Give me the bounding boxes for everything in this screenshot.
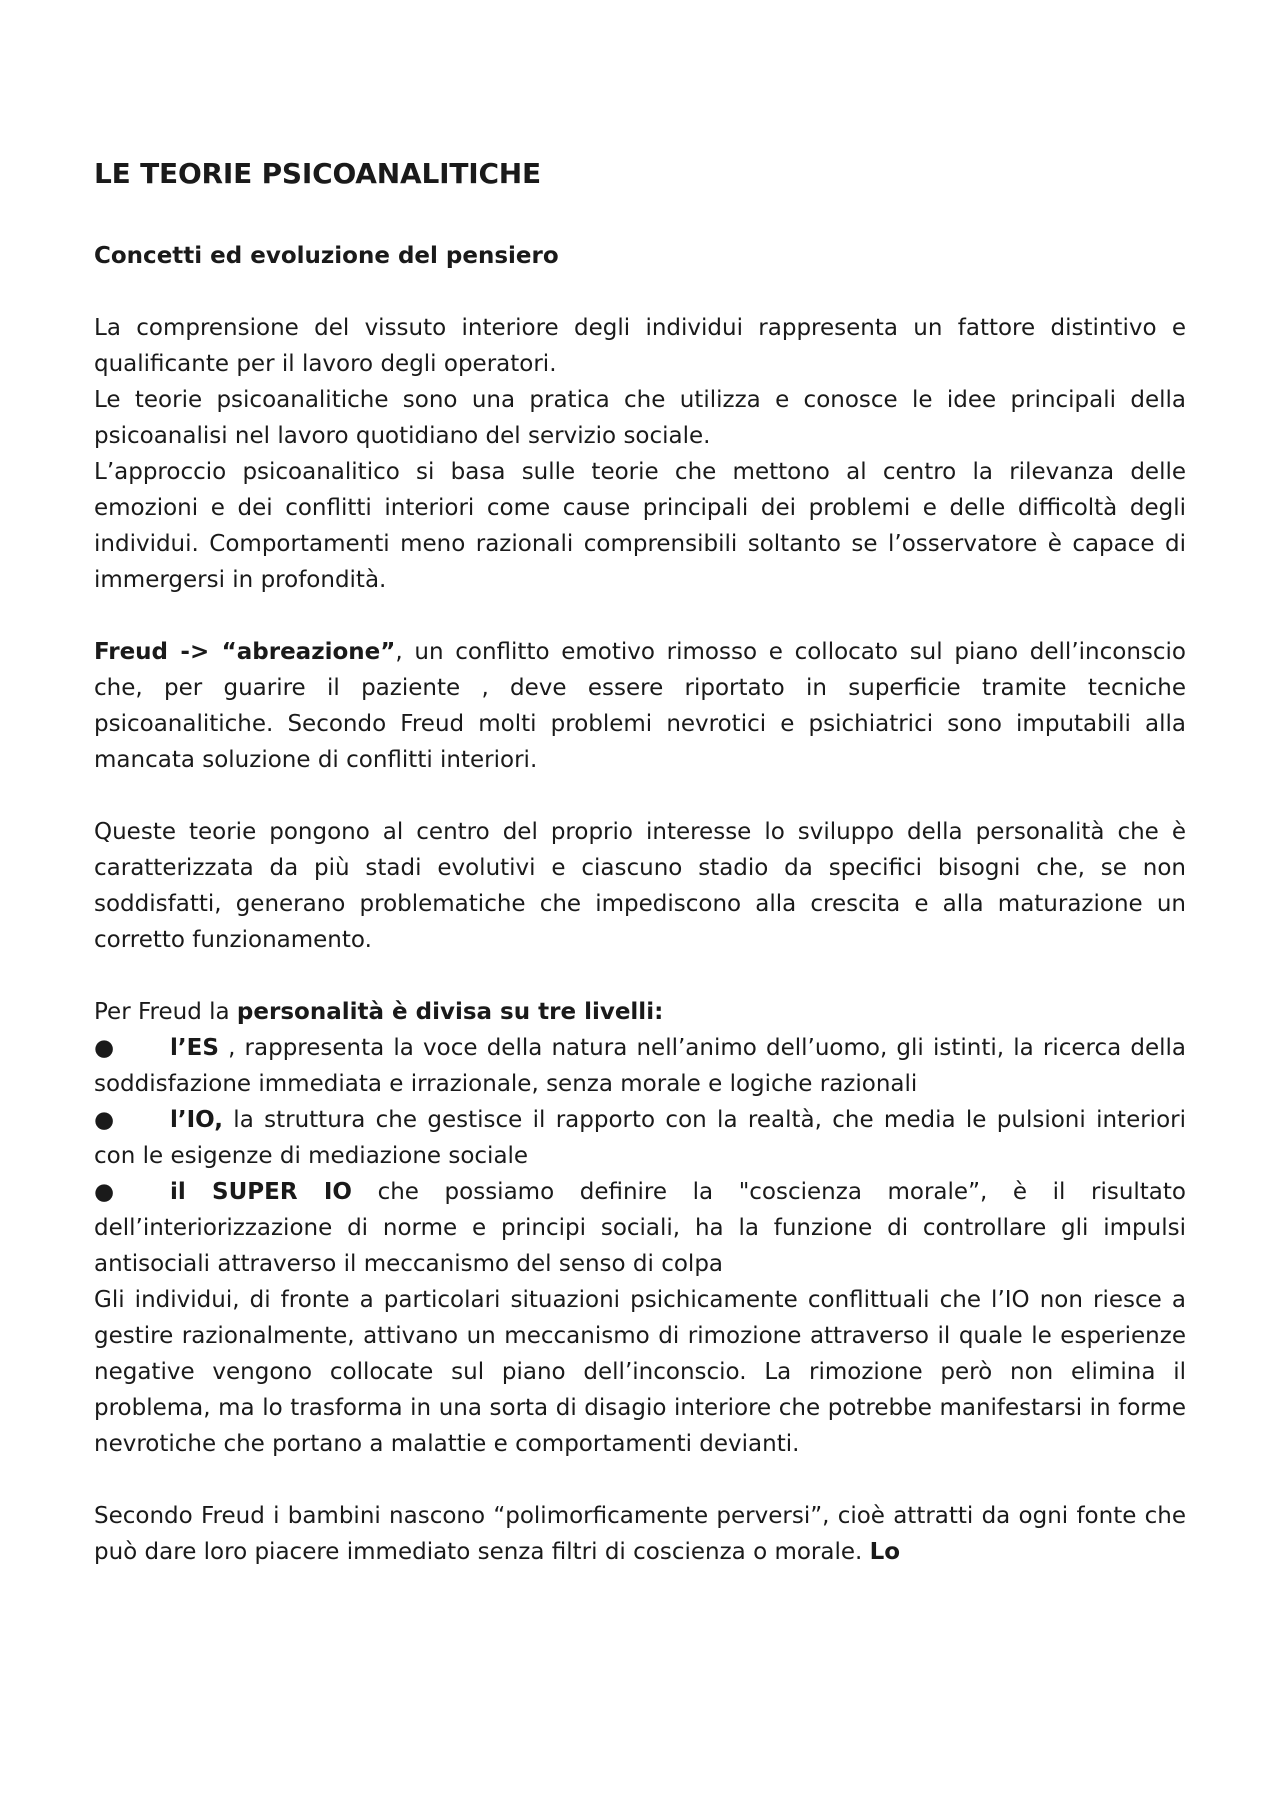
bambini-paragraph-text: Secondo Freud i bambini nascono “polimorficamente perversi”, cioè attratti da ogni fonte che può dare loro piacere immediato senza filtri di coscienza o morale. (94, 1503, 1186, 1565)
paragraph: Le teorie psicoanalitiche sono una pratica che utilizza e conosce le idee principali della psicoanalisi nel lavoro quotidiano del servizio sociale. (94, 387, 1186, 449)
freud-abreazione-lead: Freud -> “abreazione” (94, 639, 396, 665)
list-item-term: l’IO, (170, 1107, 223, 1133)
paragraph: L’approccio psicoanalitico si basa sulle teorie che mettono al centro la rilevanza delle emozioni e dei conflitti interiori come cause principali dei problemi e delle difficoltà degli individui. Comportamenti meno razionali comprensibili soltanto se l’osservatore è capace di immergersi in profondità. (94, 459, 1186, 593)
bullet-icon: ● (94, 1107, 115, 1133)
list-item-es (94, 1030, 1186, 1102)
list-item-term: l’ES (170, 1035, 219, 1061)
list-item-text: che possiamo definire la "coscienza morale”, è il risultato dell’interiorizzazione di norme e principi sociali, ha la funzione di controllare gli impulsi antisociali attraverso il meccanismo del senso di colpa (94, 1179, 1186, 1277)
list-item-text: , rappresenta la voce della natura nell’animo dell’uomo, gli istinti, la ricerca della soddisfazione immediata e irrazionale, senza morale e logiche razionali (94, 1035, 1186, 1097)
personality-levels-section (94, 994, 1186, 1462)
list-item-term: il SUPER IO (170, 1179, 352, 1205)
list-item-super-io (94, 1174, 1186, 1282)
section-subtitle: Concetti ed evoluzione del pensiero (94, 243, 559, 269)
bambini-paragraph-tail: Lo (869, 1539, 901, 1565)
bambini-paragraph (94, 1498, 1186, 1570)
bullet-icon: ● (94, 1179, 115, 1205)
levels-intro-bold: personalità è divisa su tre livelli: (236, 999, 664, 1025)
list-item-text: la struttura che gestisce il rapporto con la realtà, che media le pulsioni interiori con le esigenze di mediazione sociale (94, 1107, 1186, 1169)
levels-intro-text: Per Freud la (94, 999, 237, 1025)
paragraph: La comprensione del vissuto interiore degli individui rappresenta un fattore distintivo e qualificante per il lavoro degli operatori. (94, 315, 1186, 377)
personality-paragraph: Queste teorie pongono al centro del proprio interesse lo sviluppo della personalità che è caratterizzata da più stadi evolutivi e ciascuno stadio da specifici bisogni che, se non soddisfatti, generano problematiche che impediscono alla crescita e alla maturazione un corretto funzionamento. (94, 819, 1186, 953)
intro-paragraphs (94, 310, 1186, 598)
bullet-icon: ● (94, 1035, 115, 1061)
freud-paragraph-text: , un conflitto emotivo rimosso e collocato sul piano dell’inconscio che, per guarire il paziente , deve essere riportato in superficie tramite tecniche psicoanalitiche. Secondo Freud molti problemi nevrotici e psichiatrici sono imputabili alla mancata soluzione di conflitti interiori. (94, 639, 1186, 773)
freud-paragraph (94, 634, 1186, 778)
levels-intro (94, 994, 1186, 1030)
list-item-io (94, 1102, 1186, 1174)
rimozione-paragraph: Gli individui, di fronte a particolari situazioni psichicamente conflittuali che l’IO non riesce a gestire razionalmente, attivano un meccanismo di rimozione attraverso il quale le esperienze negative vengono collocate sul piano dell’inconscio. La rimozione però non elimina il problema, ma lo trasforma in una sorta di disagio interiore che potrebbe manifestarsi in forme nevrotiche che portano a malattie e comportamenti devianti. (94, 1287, 1186, 1457)
page-title: LE TEORIE PSICOANALITICHE (94, 157, 541, 190)
